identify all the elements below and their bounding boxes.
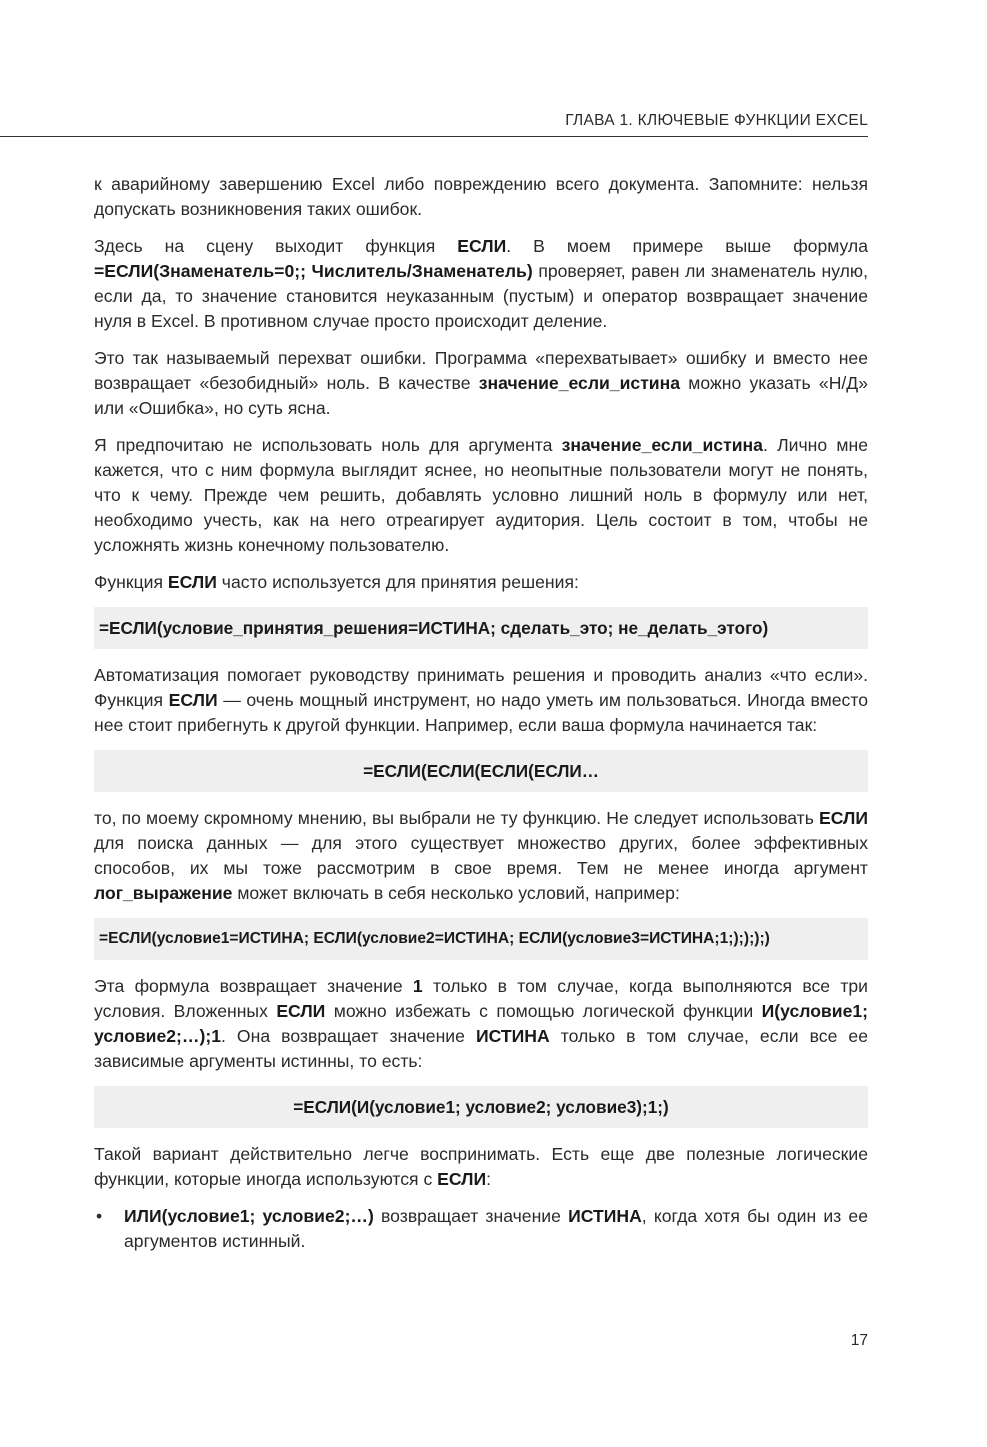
text: . Она возвращает значение: [220, 1026, 476, 1046]
text: можно указать «Н/Д» или «Ошибка», но суть ясна.: [94, 373, 868, 418]
text: Здесь на сцену выходит функция: [94, 236, 458, 256]
bold-formula: И(условие1; условие2;…);1: [94, 1001, 868, 1046]
text: , когда хотя бы один из ее аргументов истинный.: [124, 1206, 868, 1251]
text: — очень мощный инструмент, но надо уметь им пользоваться. Иногда вместо нее стоит прибегнуть к другой функции. Например, если ваша формула начинается так:: [94, 690, 869, 735]
text: можно избежать с помощью логической функции: [325, 1001, 762, 1021]
text: проверяет, равен ли знаменатель нулю, если да, то значение становится неуказанным (пустым) и оператор возвращает значение нуля в Excel. В противном случае просто происходит деление.: [94, 261, 868, 331]
paragraph-3: [94, 346, 868, 421]
text: для поиска данных — для этого существует множество других, более эффективных способов, их мы тоже рассмотрим в свое время. Тем не менее иногда аргумент: [94, 833, 868, 878]
paragraph-2: [94, 234, 868, 334]
paragraph-4: [94, 433, 868, 558]
bold-term: ИСТИНА: [568, 1206, 642, 1226]
paragraph-7: [94, 806, 868, 906]
text: Функция: [94, 572, 168, 592]
list-item-or: [94, 1204, 868, 1254]
text: к аварийному завершению Excel либо повреждению всего документа. Запомните: нельзя допускать возникновения таких ошибок.: [94, 174, 868, 219]
bold-term: ИСТИНА: [475, 1026, 550, 1046]
text: то, по моему скромному мнению, вы выбрали не ту функцию. Не следует использовать: [94, 808, 819, 828]
text: . В моем примере выше формула: [506, 236, 868, 256]
bold-formula: ИЛИ(условие1; условие2;…): [124, 1206, 374, 1226]
formula-box-nested: =ЕСЛИ(ЕСЛИ(ЕСЛИ(ЕСЛИ…: [94, 750, 868, 792]
bold-term: ЕСЛИ: [167, 572, 217, 592]
text: может включать в себя несколько условий, например:: [232, 883, 680, 903]
bold-term: ЕСЛИ: [819, 808, 868, 828]
bold-term: ЕСЛИ: [437, 1169, 487, 1189]
bold-term: ЕСЛИ: [168, 690, 218, 710]
text: только в том случае, когда выполняются все три условия. Вложенных: [94, 976, 868, 1021]
paragraph-5: [94, 570, 868, 595]
text: Я предпочитаю не использовать ноль для аргумента: [94, 435, 562, 455]
text: часто используется для принятия решения:: [216, 572, 579, 592]
chapter-title: ГЛАВА 1. КЛЮЧЕВЫЕ ФУНКЦИИ EXCEL: [565, 112, 868, 129]
formula-box-conditions: =ЕСЛИ(условие1=ИСТИНА; ЕСЛИ(условие2=ИСТИНА; ЕСЛИ(условие3=ИСТИНА;1;);););): [94, 918, 868, 960]
page-number: 17: [850, 1332, 868, 1349]
paragraph-6: [94, 663, 868, 738]
bold-term: значение_если_истина: [478, 373, 681, 393]
list-item-text: [124, 1204, 868, 1254]
text: Такой вариант действительно легче воспринимать. Есть еще две полезные логические функции, которые иногда используются с: [94, 1144, 868, 1189]
bold-term: 1: [412, 976, 423, 996]
formula-box-and: =ЕСЛИ(И(условие1; условие2; условие3);1;): [94, 1086, 868, 1128]
paragraph-8: [94, 974, 868, 1074]
text: только в том случае, если все ее зависимые аргументы истинны, то есть:: [94, 1026, 869, 1071]
paragraph-9: [94, 1142, 868, 1192]
text: Автоматизация помогает руководству принимать решения и проводить анализ «что если». Функция: [94, 665, 868, 710]
bold-term: ЕСЛИ: [457, 236, 507, 256]
bold-term: значение_если_истина: [561, 435, 763, 455]
bold-formula: =ЕСЛИ(Знаменатель=0;; Числитель/Знаменатель): [94, 261, 533, 281]
bold-term: ЕСЛИ: [276, 1001, 326, 1021]
bullet-icon: •: [96, 1206, 103, 1226]
text: :: [486, 1169, 492, 1189]
text: Это так называемый перехват ошибки. Программа «перехватывает» ошибку и вместо нее возвращает «безобидный» ноль. В качестве: [94, 348, 868, 393]
formula-box-decision: =ЕСЛИ(условие_принятия_решения=ИСТИНА; сделать_это; не_делать_этого): [94, 607, 868, 649]
bold-term: лог_выражение: [94, 883, 233, 903]
text: Эта формула возвращает значение: [94, 976, 413, 996]
text: возвращает значение: [373, 1206, 569, 1226]
text: . Лично мне кажется, что с ним формула выглядит яснее, но неопытные пользователи могут не понять, что к чему. Прежде чем решить, добавлять условно лишний ноль в формулу или нет, необходимо учесть, как на него отреагирует аудитория. Цель состоит в том, чтобы не усложнять жизнь конечному пользователю.: [94, 435, 868, 555]
paragraph-1: [94, 172, 868, 222]
header-rule: [0, 136, 868, 137]
page-content: [94, 172, 868, 1266]
